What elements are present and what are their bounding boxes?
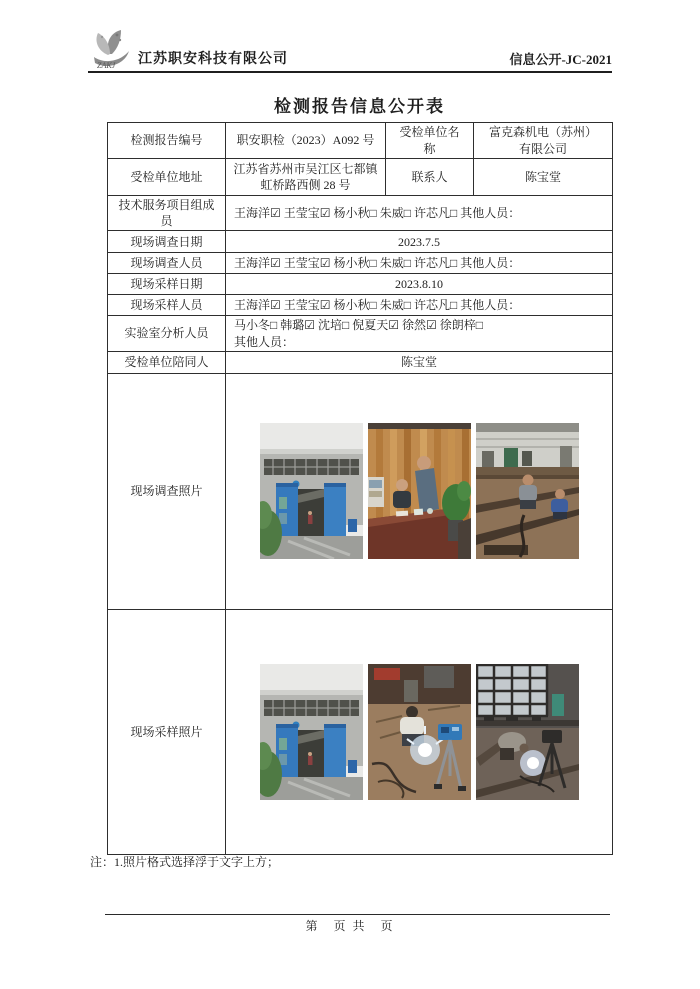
report-info-table [107,122,613,855]
page-title: 检测报告信息公开表 [274,97,445,116]
team-value: 王海洋☑ 王莹宝☑ 杨小秋□ 朱威□ 许芯凡□ 其他人员： [226,196,613,231]
sampling-date-value: 2023.8.10 [226,274,613,295]
table-row [108,295,613,316]
survey-staff-value: 王海洋☑ 王莹宝☑ 杨小秋□ 朱威□ 许芯凡□ 其他人员： [226,253,613,274]
header-divider [88,71,612,73]
photo-factory-entrance [260,423,363,559]
footer-divider [105,914,610,915]
table-row [108,253,613,274]
lab-staff-label: 实验室分析人员 [108,316,226,351]
survey-photos-label: 现场调查照片 [108,373,226,609]
table-row [108,123,613,159]
escort-label: 受检单位陪同人 [108,351,226,373]
table-row [108,316,613,351]
escort-value: 陈宝堂 [226,351,613,373]
sampling-staff-label: 现场采样人员 [108,295,226,316]
table-row [108,231,613,253]
photo-factory-entrance [260,664,363,800]
logo-text: ZAKJ [97,61,116,70]
header-brand [90,28,288,70]
survey-photo-strip [227,423,611,559]
contact-value: 陈宝堂 [474,159,613,196]
address-label: 受检单位地址 [108,159,226,196]
contact-label: 联系人 [386,159,474,196]
survey-date-label: 现场调查日期 [108,231,226,253]
table-row [108,196,613,231]
company-name: 江苏职安科技有限公司 [138,52,288,67]
doc-code: 信息公开-JC-2021 [509,52,612,67]
page-footer: 第 页 共 页 [305,919,395,933]
table-row [108,373,613,609]
table-row [108,609,613,854]
survey-staff-label: 现场调查人员 [108,253,226,274]
table-row [108,351,613,373]
sampling-date-label: 现场采样日期 [108,274,226,295]
unit-name-value: 富克森机电（苏州）有限公司 [474,123,613,159]
report-no-label: 检测报告编号 [108,123,226,159]
report-no-value: 职安职检（2023）A092 号 [226,123,386,159]
page-header [90,30,612,70]
sampling-photos-label: 现场采样照片 [108,609,226,854]
team-label: 技术服务项目组成员 [108,196,226,231]
sampling-photos-cell [226,609,613,854]
unit-name-label: 受检单位名称 [386,123,474,159]
footnote: 注：1.照片格式选择浮于文字上方； [90,855,280,869]
photo-workshop-inspection [476,423,579,559]
photo-office-interview [368,423,471,559]
table-row [108,274,613,295]
table-row [108,159,613,196]
address-value: 江苏省苏州市吴江区七都镇虹桥路西侧 28 号 [226,159,386,196]
photo-welding-sampling [368,664,471,800]
photo-welding-sampling-dark [476,664,579,800]
sampling-photo-strip [227,664,611,800]
company-logo-icon [90,28,134,70]
sampling-staff-value: 王海洋☑ 王莹宝☑ 杨小秋□ 朱威□ 许芯凡□ 其他人员： [226,295,613,316]
lab-staff-value [226,316,613,351]
lab-staff-line1: 马小冬□ 韩璐☑ 沈培□ 倪夏天☑ 徐然☑ 徐朗梓□ [234,318,484,333]
survey-photos-cell [226,373,613,609]
lab-staff-line2: 其他人员： [234,334,295,349]
survey-date-value: 2023.7.5 [226,231,613,253]
